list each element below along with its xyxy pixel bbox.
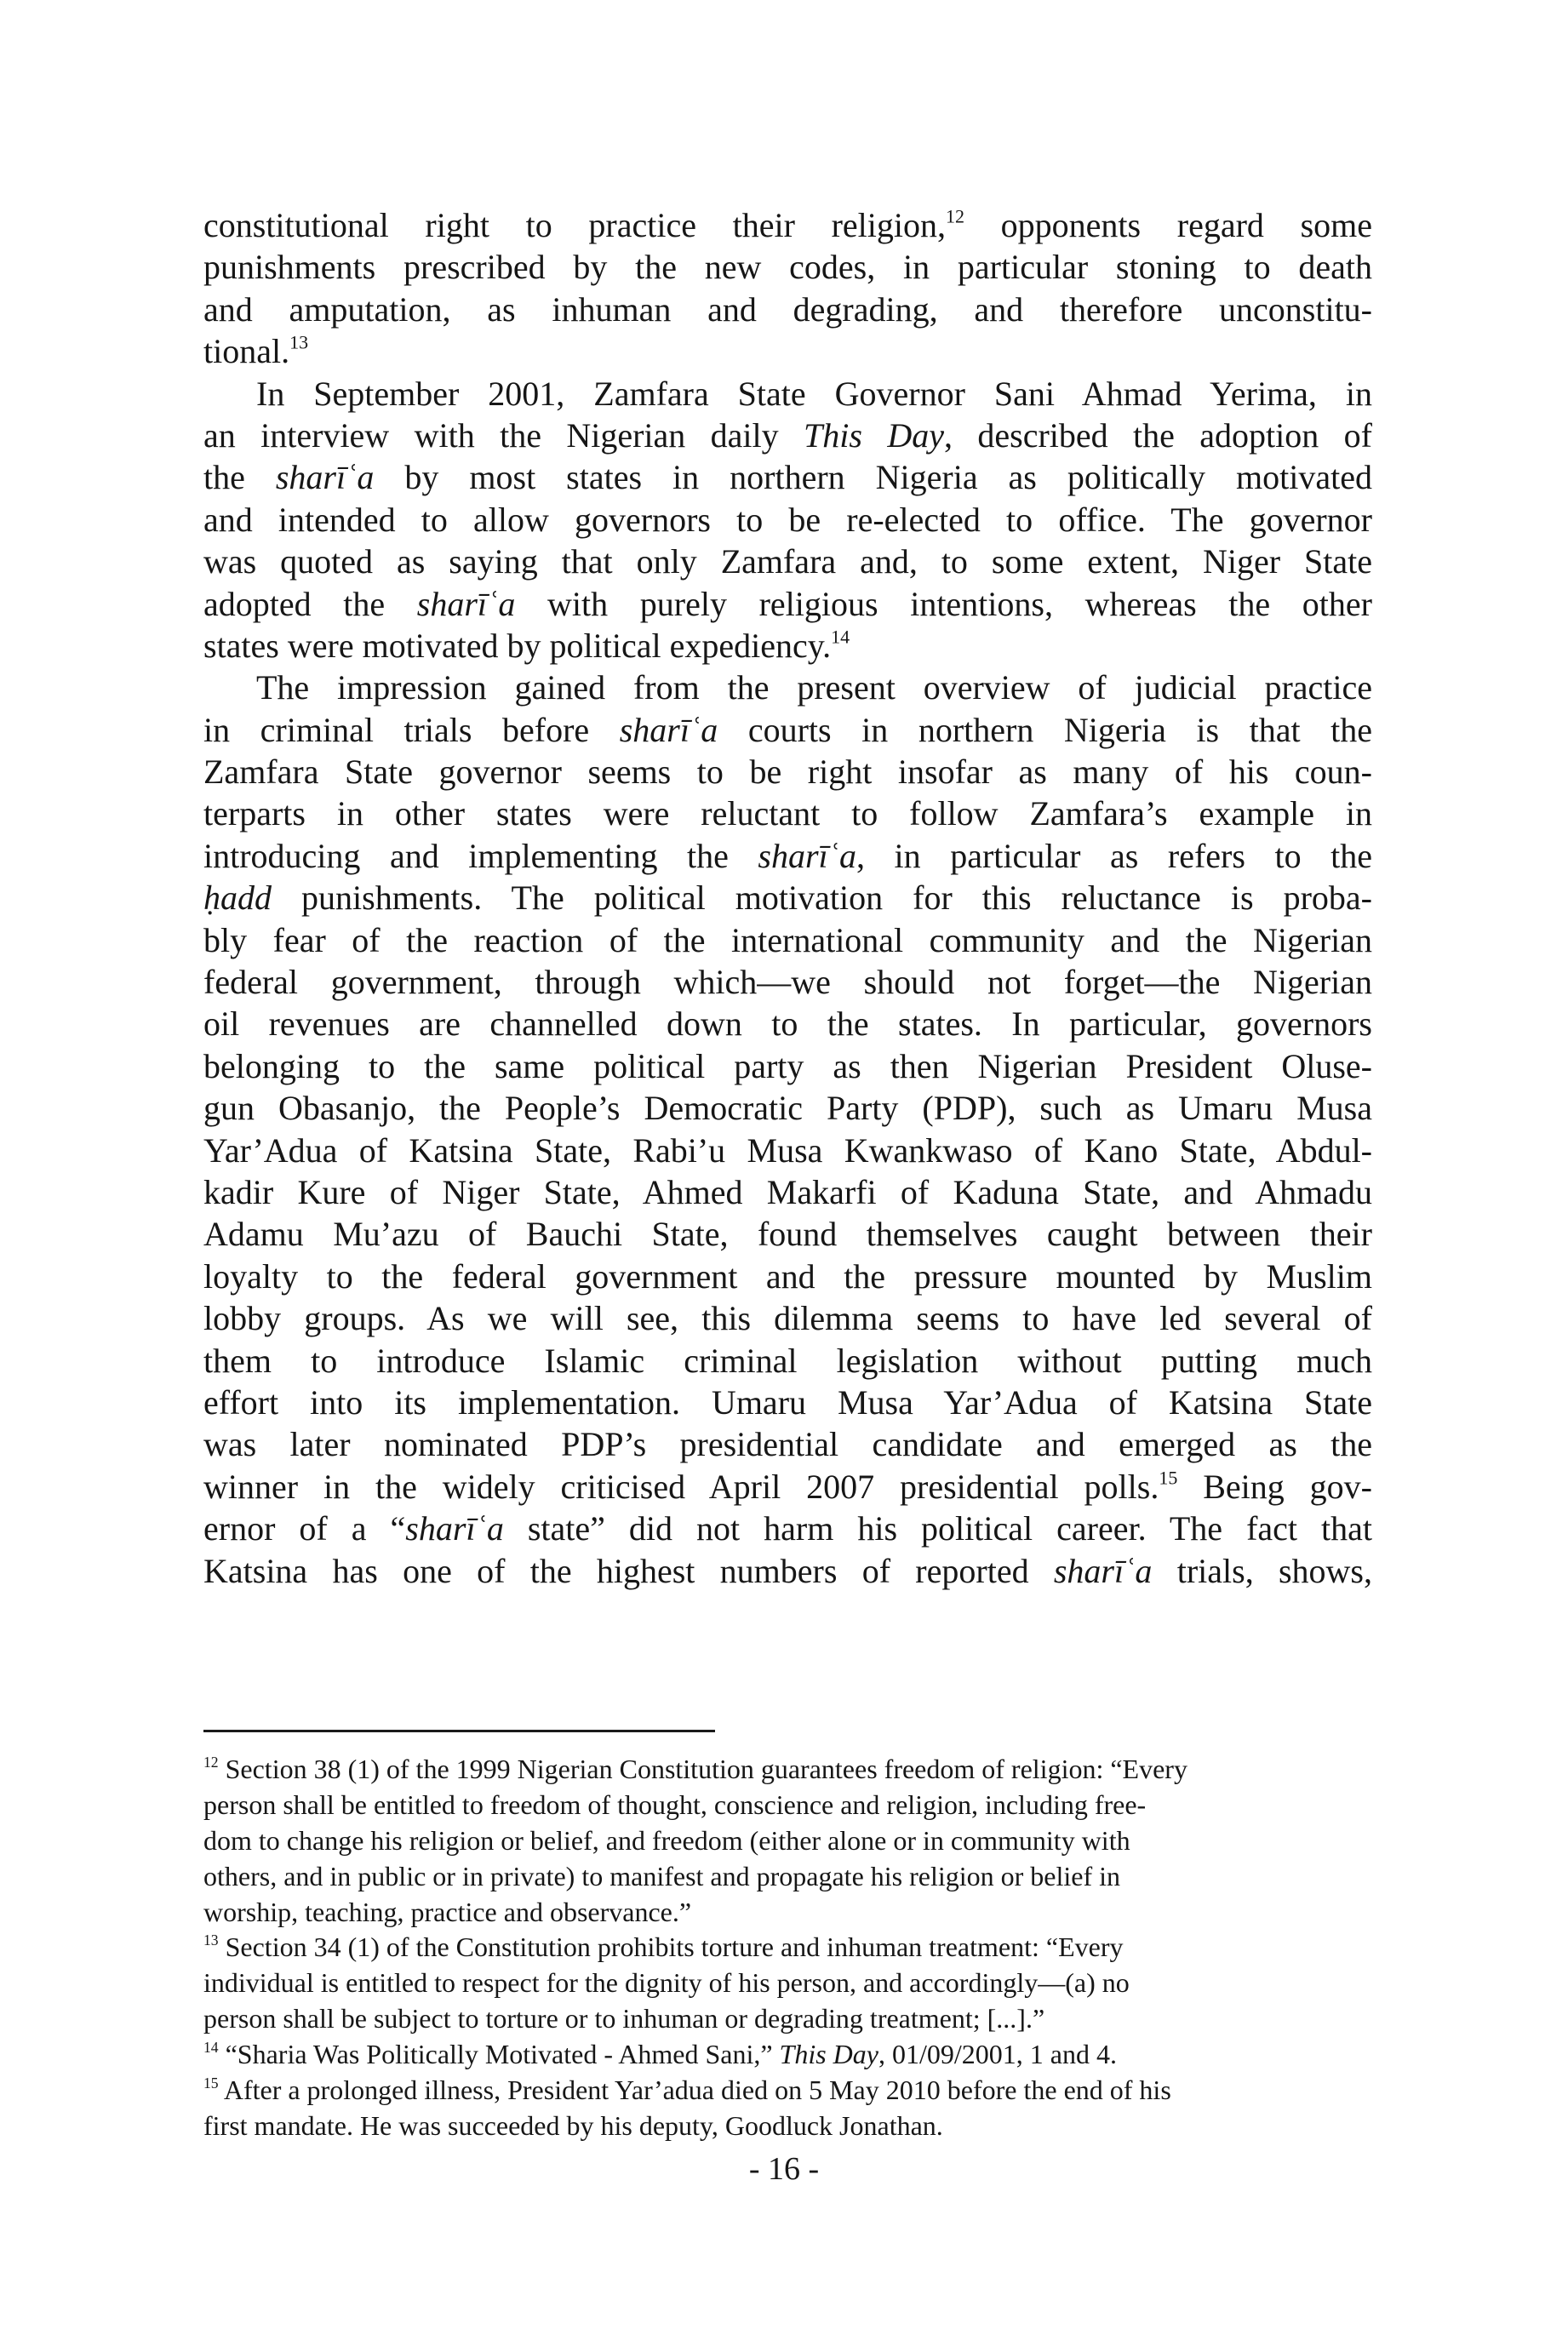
text-run: with purely religious intentions, whereas the other <box>515 584 1372 623</box>
text-run: The impression gained from the present overview of judicial practice <box>256 668 1372 707</box>
text-run: them to introduce Islamic criminal legislation without putting much <box>203 1341 1372 1380</box>
body-line <box>203 1256 1372 1297</box>
body-line <box>203 1087 1372 1129</box>
body-line <box>203 667 1372 708</box>
text-run: Section 34 (1) of the Constitution prohibits torture and inhuman treatment: “Every <box>218 1931 1124 1963</box>
text-run: the <box>203 458 276 497</box>
footnote-line <box>203 2037 1372 2073</box>
body-line <box>203 877 1372 918</box>
footnote-marker: 13 <box>289 331 309 353</box>
text-run: by most states in northern Nigeria as politically motivated <box>374 458 1372 497</box>
text-run: tional. <box>203 332 290 371</box>
text-run: Adamu Mu’azu of Bauchi State, found themselves caught between their <box>203 1215 1372 1254</box>
body-line <box>203 246 1372 288</box>
footnote-line <box>203 1752 1372 1788</box>
footnote-marker: 13 <box>203 1931 219 1949</box>
footnote-marker: 15 <box>1159 1467 1178 1489</box>
footnote-line <box>203 1823 1372 1859</box>
text-run: After a prolonged illness, President Yar’adua died on 5 May 2010 before the end of his <box>218 2074 1171 2106</box>
text-run: punishments. The political motivation for this reluctance is proba- <box>272 878 1372 918</box>
body-line <box>203 541 1372 582</box>
footnote-line <box>203 1788 1372 1823</box>
italic-term: sharīʿa <box>416 584 516 623</box>
text-run: gun Obasanjo, the People’s Democratic Party (PDP), such as Umaru Musa <box>203 1089 1372 1128</box>
text-run: introducing and implementing the <box>203 836 758 875</box>
text-run: first mandate. He was succeeded by his deputy, Goodluck Jonathan. <box>203 2109 943 2141</box>
footnote-line <box>203 2109 1372 2144</box>
text-run: constitutional right to practice their religion, <box>203 206 946 244</box>
text-run: ernor of a “ <box>203 1509 406 1548</box>
body-line <box>203 709 1372 751</box>
text-run: winner in the widely criticised April 2007 presidential polls. <box>203 1467 1159 1506</box>
text-run: adopted the <box>203 584 417 623</box>
text-run: state” did not harm his political career. The fact that <box>503 1509 1372 1548</box>
text-run: belonging to the same political party as then Nigerian President Oluse- <box>203 1046 1372 1085</box>
footnote-line <box>203 1966 1372 2001</box>
footnote-marker: 14 <box>831 626 850 648</box>
footnote-separator <box>203 1730 715 1732</box>
body-line <box>203 1382 1372 1423</box>
body-line <box>203 835 1372 877</box>
body-line <box>203 373 1372 415</box>
text-run: Section 38 (1) of the 1999 Nigerian Constitution guarantees freedom of religion: “Every <box>218 1754 1187 1784</box>
text-run: states were motivated by political expediency. <box>203 626 832 665</box>
body-line <box>203 415 1372 456</box>
footnote-marker: 12 <box>203 1753 219 1771</box>
body-line <box>203 625 1372 667</box>
text-run: “Sharia Was Politically Motivated - Ahmed Sani,” <box>218 2039 780 2070</box>
italic-term: sharīʿa <box>275 458 375 497</box>
italic-term: sharīʿa <box>758 836 856 875</box>
footnote-line <box>203 1930 1372 1966</box>
body-line <box>203 1340 1372 1382</box>
text-run: oil revenues are channelled down to the states. In particular, governors <box>203 1004 1372 1044</box>
text-run: In September 2001, Zamfara State Governor Sani Ahmad Yerima, in <box>256 374 1372 413</box>
page-number: - 16 - <box>748 2151 820 2187</box>
text-run: federal government, through which—we should not forget—the Nigerian <box>203 963 1372 1002</box>
footnote-marker: 15 <box>203 2074 219 2092</box>
text-run: effort into its implementation. Umaru Musa Yar’Adua of Katsina State <box>203 1382 1372 1422</box>
body-line <box>203 1297 1372 1339</box>
footnote-line <box>203 1859 1372 1895</box>
body-line <box>203 330 1372 372</box>
text-run: trials, shows, <box>1152 1551 1372 1590</box>
text-run: worship, teaching, practice and observance.” <box>203 1896 692 1927</box>
text-run: punishments prescribed by the new codes, in particular stoning to death <box>203 248 1372 287</box>
text-run: in criminal trials before <box>203 710 620 749</box>
text-run: , 01/09/2001, 1 and 4. <box>878 2039 1117 2070</box>
body-line <box>203 204 1372 246</box>
text-run: person shall be subject to torture or to inhuman or degrading treatment; [...].” <box>203 2003 1045 2034</box>
text-run: Being gov- <box>1177 1467 1372 1506</box>
body-line <box>203 1171 1372 1213</box>
body-line <box>203 456 1372 498</box>
body-line <box>203 1213 1372 1255</box>
text-run: Katsina has one of the highest numbers of reported <box>203 1551 1054 1590</box>
text-run: and amputation, as inhuman and degrading, and therefore unconstitu- <box>203 289 1372 329</box>
body-line <box>203 499 1372 541</box>
body-line <box>203 1466 1372 1508</box>
body-line <box>203 1130 1372 1171</box>
footnotes <box>203 1752 1372 2144</box>
text-run: , in particular as refers to the <box>856 836 1372 875</box>
footnote-line <box>203 1895 1372 1931</box>
body-line <box>203 289 1372 330</box>
text-run: , described the adoption of <box>944 415 1372 455</box>
text-run: opponents regard some <box>964 206 1372 244</box>
italic-term: sharīʿa <box>1053 1551 1153 1590</box>
text-run: individual is entitled to respect for the dignity of his person, and accordingly—(a) no <box>203 1967 1130 1999</box>
text-run: was quoted as saying that only Zamfara and, to some extent, Niger State <box>203 542 1372 581</box>
text-run: was later nominated PDP’s presidential candidate and emerged as the <box>203 1425 1372 1464</box>
body-line <box>203 1508 1372 1549</box>
body-line <box>203 961 1372 1003</box>
body-line <box>203 793 1372 834</box>
body-line <box>203 583 1372 625</box>
text-run: person shall be entitled to freedom of thought, conscience and religion, including free- <box>203 1788 1147 1820</box>
text-run: bly fear of the reaction of the international community and the Nigerian <box>203 920 1372 959</box>
italic-term: sharīʿa <box>619 710 718 749</box>
text-run: an interview with the Nigerian daily <box>203 415 804 455</box>
text-run: Yar’Adua of Katsina State, Rabi’u Musa Kwankwaso of Kano State, Abdul- <box>203 1130 1372 1170</box>
footnote-line <box>203 2073 1372 2109</box>
text-run: dom to change his religion or belief, and freedom (either alone or in community with <box>203 1824 1130 1856</box>
body-line <box>203 1045 1372 1087</box>
italic-term: ḥadd <box>203 878 272 918</box>
italic-term: sharīʿa <box>405 1509 504 1548</box>
footnote-line <box>203 2001 1372 2037</box>
text-run: lobby groups. As we will see, this dilemma seems to have led several of <box>203 1299 1372 1338</box>
text-run: courts in northern Nigeria is that the <box>718 710 1373 749</box>
text-run: loyalty to the federal government and the pressure mounted by Muslim <box>203 1256 1372 1296</box>
text-run: Zamfara State governor seems to be right insofar as many of his coun- <box>203 753 1372 792</box>
italic-term: This Day <box>779 2039 878 2070</box>
italic-term: This Day <box>804 415 945 455</box>
footnote-marker: 12 <box>946 205 964 227</box>
body-line <box>203 751 1372 793</box>
text-run: others, and in public or in private) to manifest and propagate his religion or belief in <box>203 1860 1121 1891</box>
text-run: terparts in other states were reluctant to follow Zamfara’s example in <box>203 794 1372 833</box>
footnote-marker: 14 <box>203 2038 219 2056</box>
body-line <box>203 1550 1372 1592</box>
text-run: and intended to allow governors to be re-elected to office. The governor <box>203 500 1372 539</box>
body-line <box>203 1003 1372 1044</box>
body-line <box>203 919 1372 961</box>
body-line <box>203 1423 1372 1465</box>
body-text <box>203 204 1372 1592</box>
text-run: kadir Kure of Niger State, Ahmed Makarfi of Kaduna State, and Ahmadu <box>203 1172 1372 1211</box>
